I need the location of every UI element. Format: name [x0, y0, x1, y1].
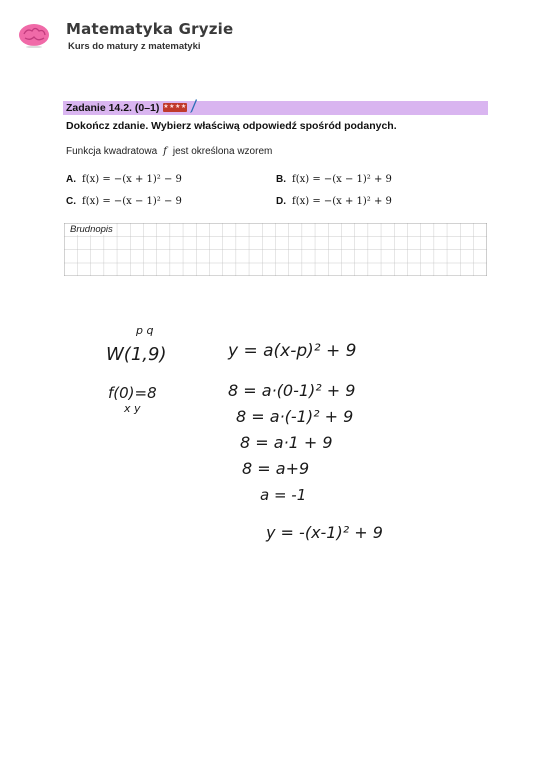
hw-vertex-labels: p q: [136, 324, 154, 337]
hw-line: 8 = a·(-1)² + 9: [236, 407, 354, 426]
hw-point-axes: x y: [124, 402, 141, 415]
hw-line: y = -(x-1)² + 9: [266, 523, 383, 542]
option-label: D.: [276, 196, 286, 207]
hw-line: a = -1: [260, 486, 307, 504]
stem-text-after: jest określona wzorem: [172, 146, 273, 157]
stem-variable: f: [163, 146, 167, 157]
scratch-label: Brudnopis: [67, 224, 116, 235]
hw-line: y = a(x-p)² + 9: [228, 341, 357, 361]
difficulty-stars-icon: ★★★★: [163, 104, 187, 110]
stem-text-before: Funkcja kwadratowa: [66, 146, 158, 157]
option-expression: f(x) = −(x + 1)² − 9: [82, 174, 182, 185]
hw-line: 8 = a+9: [242, 459, 310, 478]
option-expression: f(x) = −(x + 1)² + 9: [292, 196, 392, 207]
hw-point: f(0)=8: [108, 384, 157, 402]
option-label: C.: [66, 196, 76, 207]
brain-icon: [18, 22, 50, 48]
option-c[interactable]: [66, 196, 182, 207]
option-expression: f(x) = −(x − 1)² − 9: [82, 196, 182, 207]
option-a[interactable]: [66, 174, 182, 185]
option-b[interactable]: [276, 174, 392, 185]
hw-line: 8 = a·1 + 9: [240, 433, 333, 452]
brand-tagline: Kurs do matury z matematyki: [68, 41, 201, 52]
task-header-bar: [63, 101, 488, 115]
option-expression: f(x) = −(x − 1)² + 9: [292, 174, 392, 185]
task-stem: [66, 146, 272, 157]
handwritten-solution: [100, 320, 400, 560]
pencil-icon: [189, 98, 197, 114]
option-label: A.: [66, 174, 76, 185]
option-label: B.: [276, 174, 286, 185]
task-instruction: Dokończ zdanie. Wybierz właściwą odpowiedź spośród podanych.: [66, 120, 397, 132]
scratch-grid: [64, 223, 487, 276]
brand-title: Matematyka Gryzie: [66, 20, 234, 38]
option-d[interactable]: [276, 196, 392, 207]
hw-vertex: W(1,9): [106, 344, 167, 365]
task-title: Zadanie 14.2. (0–1): [66, 102, 160, 114]
hw-line: 8 = a·(0-1)² + 9: [228, 381, 356, 400]
